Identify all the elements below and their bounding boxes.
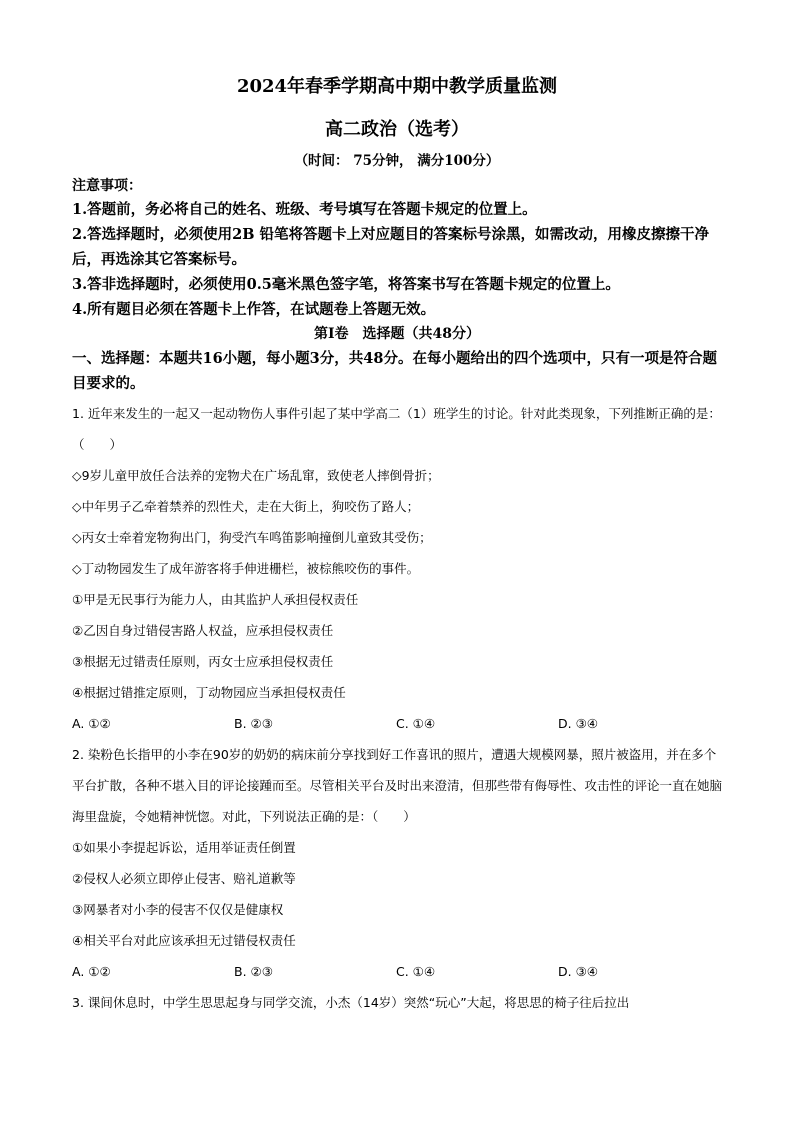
question-2-options (72, 956, 722, 987)
option-b: B. ②③ (234, 964, 273, 979)
option-a: A. ①② (72, 716, 111, 731)
question-1 (72, 398, 722, 708)
notice-item: 1.答题前，务必将自己的姓名、班级、考号填写在答题卡规定的位置上。 (72, 201, 537, 218)
notice-item: 4.所有题目必须在答题卡上作答，在试题卷上答题无效。 (72, 301, 436, 318)
option-c: C. ①④ (396, 964, 436, 979)
option-c: C. ①④ (396, 716, 436, 731)
question-line: ②乙因自身过错侵害路人权益，应承担侵权责任 (72, 623, 334, 638)
section-title: 第Ⅰ卷 选择题（共48分） (313, 326, 481, 342)
question-line: ④相关平台对此应该承担无过错侵权责任 (72, 933, 296, 948)
section-description: 一、选择题：本题共16小题，每小题3分，共48分。在每小题给出的四个选项中，只有一项是符合题目要求的。 (72, 350, 717, 392)
notice-item: 3.答非选择题时，必须使用0.5毫米黑色签字笔，将答案书写在答题卡规定的位置上。 (72, 276, 620, 293)
question-1-options (72, 708, 722, 739)
question-line: ①如果小李提起诉讼，适用举证责任倒置 (72, 840, 296, 855)
question-line: ④根据过错推定原则，丁动物园应当承担侵权责任 (72, 685, 346, 700)
option-d: D. ③④ (558, 964, 598, 979)
question-3 (72, 987, 722, 1018)
question-line: ③网暴者对小李的侵害不仅仅是健康权 (72, 902, 284, 917)
option-b: B. ②③ (234, 716, 273, 731)
question-line: ◇丙女士牵着宠物狗出门，狗受汽车鸣笛影响撞倒儿童致其受伤； (72, 530, 432, 545)
option-d: D. ③④ (558, 716, 598, 731)
notice-item: 2.答选择题时，必须使用2B 铅笔将答题卡上对应题目的答案标号涂黑，如需改动，用橡皮擦擦干净后，再选涂其它答案标号。 (72, 226, 710, 268)
question-stem: 3. 课间休息时，中学生思思起身与同学交流，小杰（14岁）突然“玩心”大起，将思思的椅子往后拉出 (72, 995, 630, 1010)
question-line: ◇中年男子乙牵着禁养的烈性犬，走在大街上，狗咬伤了路人； (72, 499, 420, 514)
question-line: ◇9岁儿童甲放任合法养的宠物犬在广场乱窜，致使老人摔倒骨折； (72, 468, 440, 483)
question-stem: 1. 近年来发生的一起又一起动物伤人事件引起了某中学高二（1）班学生的讨论。针对此类现象，下列推断正确的是：（ ） (72, 406, 721, 452)
question-line: ③根据无过错责任原则，丙女士应承担侵权责任 (72, 654, 334, 669)
exam-title: 2024年春季学期高中期中教学质量监测 (236, 76, 558, 97)
exam-subtitle: 高二政治（选考） (325, 119, 469, 140)
question-line: ②侵权人必须立即停止侵害、赔礼道歉等 (72, 871, 296, 886)
question-line: ①甲是无民事行为能力人，由其监护人承担侵权责任 (72, 592, 359, 607)
question-2 (72, 739, 722, 956)
exam-page (72, 62, 722, 1018)
option-a: A. ①② (72, 964, 111, 979)
exam-time: （时间： 75分钟， 满分100分） (294, 153, 500, 169)
question-line: ◇丁动物园发生了成年游客将手伸进栅栏，被棕熊咬伤的事件。 (72, 561, 420, 576)
question-stem: 2. 染粉色长指甲的小李在90岁的奶奶的病床前分享找到好工作喜讯的照片，遭遇大规模网暴，照片被盗用，并在多个平台扩散，各种不堪入目的评论接踵而至。尽管相关平台及时出来澄清，但那些带有侮辱性、攻击性的评论一直在她脑海里盘旋，令她精神恍惚。对此，下列说法正确的是：（ ） (72, 747, 723, 824)
notice-heading: 注意事项： (72, 178, 142, 194)
